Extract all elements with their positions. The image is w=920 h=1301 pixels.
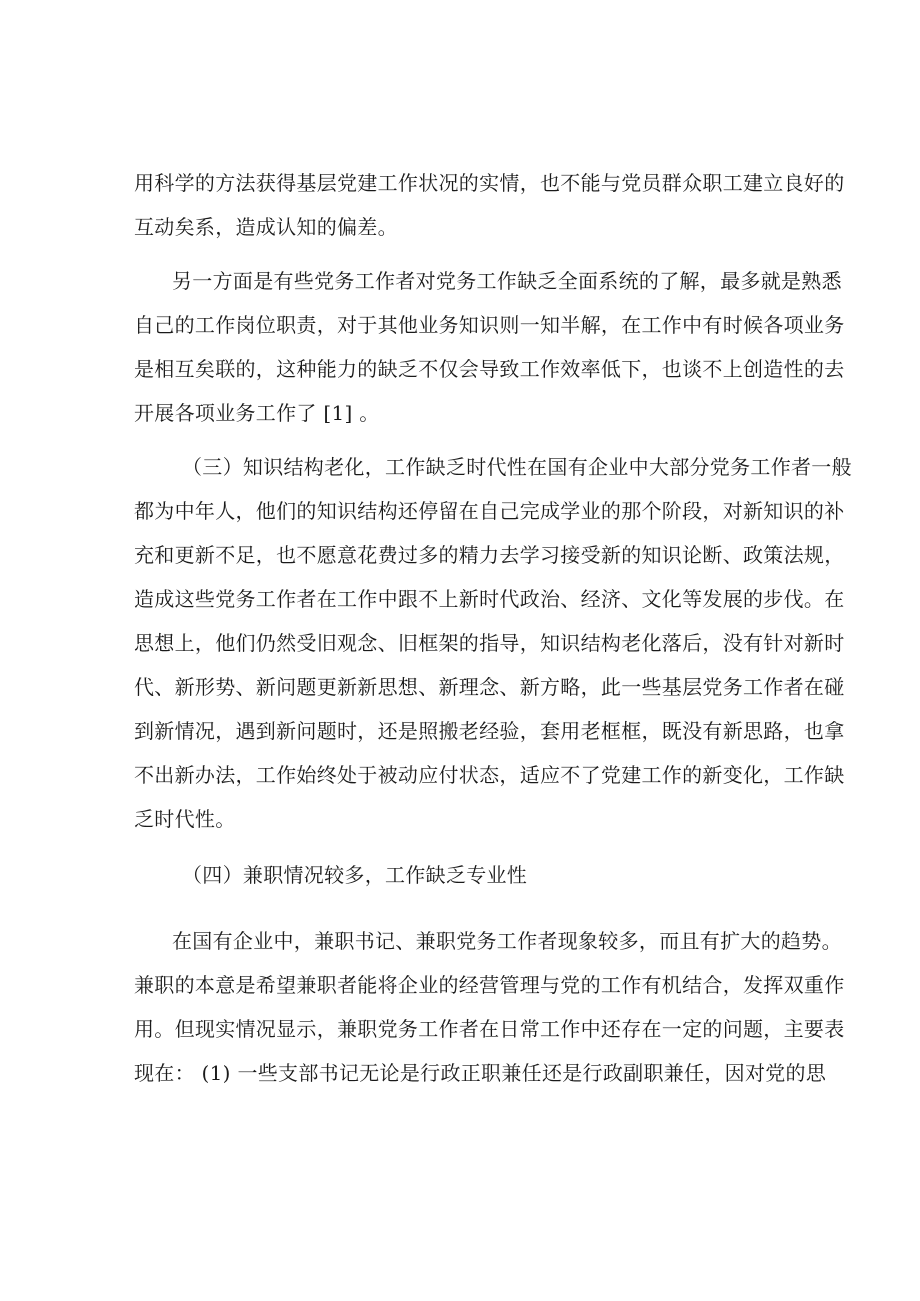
paragraph-1-line-1: 用科学的方法获得基层党建工作状况的实情，也不能与党员群众职工建立良好的	[134, 171, 845, 195]
paragraph-3-line-4: 造成这些党务工作者在工作中跟不上新时代政治、经济、文化等发展的步伐。在	[134, 587, 845, 611]
paragraph-4-line-1: 在国有企业中，兼职书记、兼职党务工作者现象较多，而且有扩大的趋势。	[172, 929, 842, 953]
paragraph-3-line-8: 不出新办法，工作始终处于被动应付状态，适应不了党建工作的新变化，工作缺	[134, 763, 845, 787]
paragraph-2-line-2: 自己的工作岗位职责，对于其他业务知识则一知半解，在工作中有时候各项业务	[134, 313, 845, 337]
paragraph-2-line-3: 是相互矣联的，这种能力的缺乏不仅会导致工作效率低下，也谈不上创造性的去	[134, 357, 845, 381]
paragraph-3-line-9: 乏时代性。	[134, 807, 236, 831]
section-4-heading: （四）兼职情况较多，工作缺乏专业性	[182, 863, 528, 887]
paragraph-4-line-4: 现在： (1) 一些支部书记无论是行政正职兼任还是行政副职兼任，因对党的思	[134, 1061, 827, 1085]
paragraph-3-line-6: 代、新形势、新问题更新新思想、新理念、新方略，此一些基层党务工作者在碰	[134, 675, 845, 699]
paragraph-3-line-1: （三）知识结构老化，工作缺乏时代性在国有企业中大部分党务工作者一般	[182, 455, 852, 479]
paragraph-1-line-2: 互动矣系，造成认知的偏差。	[134, 215, 398, 239]
paragraph-3-line-7: 到新情况，遇到新问题时，还是照搬老经验，套用老框框，既没有新思路，也拿	[134, 719, 845, 743]
paragraph-4-line-2: 兼职的本意是希望兼职者能将企业的经营管理与党的工作有机结合，发挥双重作	[134, 973, 845, 997]
paragraph-3-line-3: 充和更新不足，也不愿意花费过多的精力去学习接受新的知识论断、政策法规，	[134, 543, 845, 567]
paragraph-2-line-4: 开展各项业务工作了 [1] 。	[134, 401, 380, 425]
paragraph-3-line-5: 思想上，他们仍然受旧观念、旧框架的指导，知识结构老化落后，没有针对新时	[134, 631, 845, 655]
paragraph-2-line-1: 另一方面是有些党务工作者对党务工作缺乏全面系统的了解，最多就是熟悉	[172, 269, 842, 293]
paragraph-4-line-3: 用。但现实情况显示，兼职党务工作者在日常工作中还存在一定的问题，主要表	[134, 1017, 845, 1041]
paragraph-3-line-2: 都为中年人，他们的知识结构还停留在自己完成学业的那个阶段，对新知识的补	[134, 499, 845, 523]
